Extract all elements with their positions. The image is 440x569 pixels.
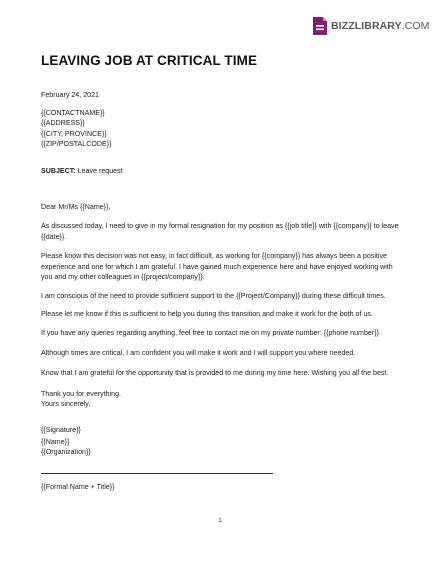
paragraph-transition: Please let me know if this is sufficient to help you during this transition and make it work for the both of us. bbox=[41, 310, 373, 319]
subject-label: SUBJECT: bbox=[41, 167, 76, 175]
sender-block bbox=[41, 437, 399, 458]
signature-line bbox=[41, 473, 273, 474]
brand-name: BIZZLIBRARY.COM bbox=[331, 20, 430, 32]
address-line-address: {{ADDRESS}} bbox=[41, 119, 85, 128]
bizzlibrary-logo-icon bbox=[312, 16, 328, 36]
paragraph-resignation: As discussed today, I need to give in my formal resignation for my position as {{job title}} with {{company}} to leave {{date}}. bbox=[41, 222, 399, 241]
address-line-city: {{CITY, PROVINCE}} bbox=[41, 129, 107, 138]
page-number: 1 bbox=[218, 517, 222, 524]
subject-text: Leave request bbox=[75, 167, 123, 175]
thanks-line: Thank you for everything. bbox=[41, 390, 122, 398]
paragraph-decision: Please know this decision was not easy, in fact difficult, as working for {{company}} has always been a positive experience and one for which I am grateful. I have gained much experience here and have enjoyed working with you and my other colleagues in {{project/company}}. bbox=[41, 252, 393, 281]
sender-name: {{Name}} bbox=[41, 438, 70, 446]
letter-date: February 24, 2021 bbox=[41, 91, 99, 99]
brand-logo bbox=[312, 16, 430, 36]
paragraph-gratitude: Know that I am grateful for the opportunity that is provided to me during my time here. Wishing you all the best. bbox=[41, 369, 389, 378]
closing-block bbox=[41, 389, 399, 410]
signature-placeholder: {{Signature}} bbox=[41, 426, 81, 435]
subject-line bbox=[41, 166, 399, 176]
sender-organization: {{Organization}} bbox=[41, 448, 91, 457]
paragraph-support: I am conscious of the need to provide sufficient support to the {{Project/Company}} during these difficult times. bbox=[41, 292, 386, 301]
address-block bbox=[41, 108, 399, 150]
formal-name-title: {{Formal Name + Title}} bbox=[41, 483, 115, 492]
document-title: LEAVING JOB AT CRITICAL TIME bbox=[41, 53, 258, 68]
address-line-contactname: {{CONTACTNAME}} bbox=[41, 109, 105, 117]
paragraph-confidence: Although times are critical, I am confident you will make it work and I will support you where needed. bbox=[41, 349, 356, 358]
address-line-zip: {{ZIP/POSTALCODE}} bbox=[41, 140, 112, 149]
closing-line: Yours sincerely, bbox=[41, 400, 91, 409]
salutation: Dear Mr/Ms {{Name}}, bbox=[41, 203, 111, 212]
paragraph-contact: If you have any queries regarding anything, feel free to contact me on my private number: {{phone number}}. bbox=[41, 329, 381, 338]
